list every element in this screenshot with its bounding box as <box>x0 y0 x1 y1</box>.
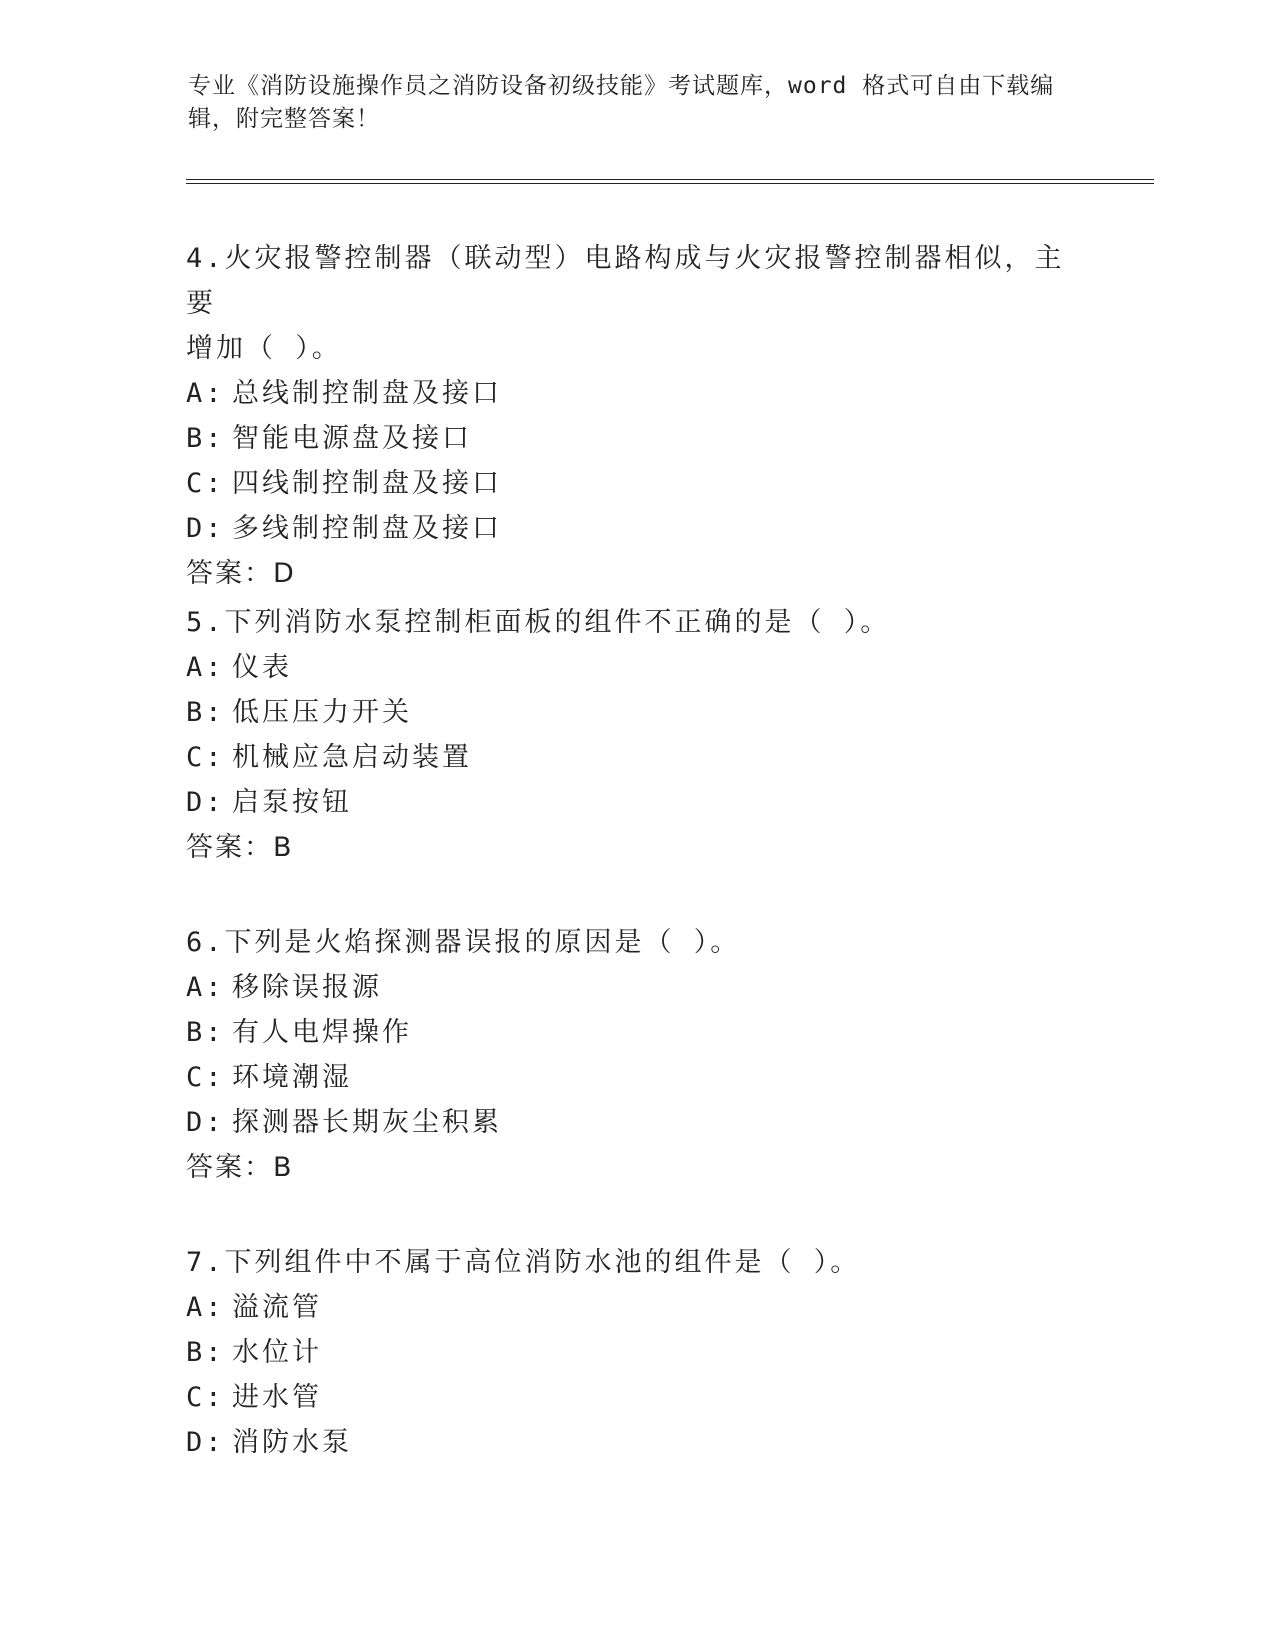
option-text: 多线制控制盘及接口 <box>232 513 502 544</box>
option-label: C: <box>186 742 225 773</box>
option-b <box>186 1330 1066 1375</box>
option-c <box>186 1375 1066 1420</box>
header-line-1: 专业《消防设施操作员之消防设备初级技能》考试题库，word 格式可自由下载编 <box>188 73 1055 99</box>
option-label: C: <box>186 468 225 499</box>
document-header <box>188 70 1068 136</box>
option-label: A: <box>186 652 225 683</box>
option-text: 低压压力开关 <box>232 697 412 728</box>
option-text: 四线制控制盘及接口 <box>232 468 502 499</box>
option-b <box>186 416 1066 461</box>
option-d <box>186 780 1066 825</box>
question-stem-continued: 增加（ ）。 <box>186 333 342 364</box>
option-label: A: <box>186 1292 225 1323</box>
option-text: 总线制控制盘及接口 <box>232 378 502 409</box>
option-text: 启泵按钮 <box>232 787 352 818</box>
option-text: 机械应急启动装置 <box>232 742 472 773</box>
option-a <box>186 645 1066 690</box>
header-line-2: 辑，附完整答案！ <box>188 106 380 132</box>
option-label: D: <box>186 787 225 818</box>
option-d <box>186 1420 1066 1465</box>
question-stem: 5.下列消防水泵控制柜面板的组件不正确的是（ ）。 <box>186 607 891 638</box>
option-d <box>186 506 1066 551</box>
option-text: 进水管 <box>232 1382 322 1413</box>
question-5 <box>186 600 1066 871</box>
option-a <box>186 371 1066 416</box>
option-label: B: <box>186 697 225 728</box>
option-text: 有人电焊操作 <box>232 1017 412 1048</box>
answer-line: 答案：B <box>186 832 294 863</box>
question-7 <box>186 1240 1066 1465</box>
option-label: A: <box>186 378 225 409</box>
option-c <box>186 735 1066 780</box>
question-4 <box>186 236 1066 597</box>
option-text: 移除误报源 <box>232 972 382 1003</box>
option-c <box>186 1055 1066 1100</box>
option-a <box>186 965 1066 1010</box>
option-label: D: <box>186 1107 225 1138</box>
answer-line: 答案：B <box>186 1152 294 1183</box>
question-6 <box>186 920 1066 1191</box>
option-label: C: <box>186 1382 225 1413</box>
question-stem: 7.下列组件中不属于高位消防水池的组件是（ ）。 <box>186 1247 861 1278</box>
option-label: B: <box>186 423 225 454</box>
option-text: 环境潮湿 <box>232 1062 352 1093</box>
option-text: 水位计 <box>232 1337 322 1368</box>
option-b <box>186 690 1066 735</box>
option-text: 智能电源盘及接口 <box>232 423 472 454</box>
option-text: 探测器长期灰尘积累 <box>232 1107 502 1138</box>
option-label: B: <box>186 1337 225 1368</box>
option-d <box>186 1100 1066 1145</box>
option-b <box>186 1010 1066 1055</box>
option-label: B: <box>186 1017 225 1048</box>
option-label: C: <box>186 1062 225 1093</box>
question-stem: 4.火灾报警控制器（联动型）电路构成与火灾报警控制器相似，主要 <box>186 243 1065 319</box>
question-stem: 6.下列是火焰探测器误报的原因是（ ）。 <box>186 927 741 958</box>
option-label: D: <box>186 513 225 544</box>
option-a <box>186 1285 1066 1330</box>
header-rule-bottom <box>186 183 1154 184</box>
option-text: 溢流管 <box>232 1292 322 1323</box>
option-c <box>186 461 1066 506</box>
option-text: 消防水泵 <box>232 1427 352 1458</box>
option-text: 仪表 <box>232 652 292 683</box>
answer-line: 答案：D <box>186 558 296 589</box>
option-label: A: <box>186 972 225 1003</box>
header-rule-top <box>186 179 1154 180</box>
option-label: D: <box>186 1427 225 1458</box>
